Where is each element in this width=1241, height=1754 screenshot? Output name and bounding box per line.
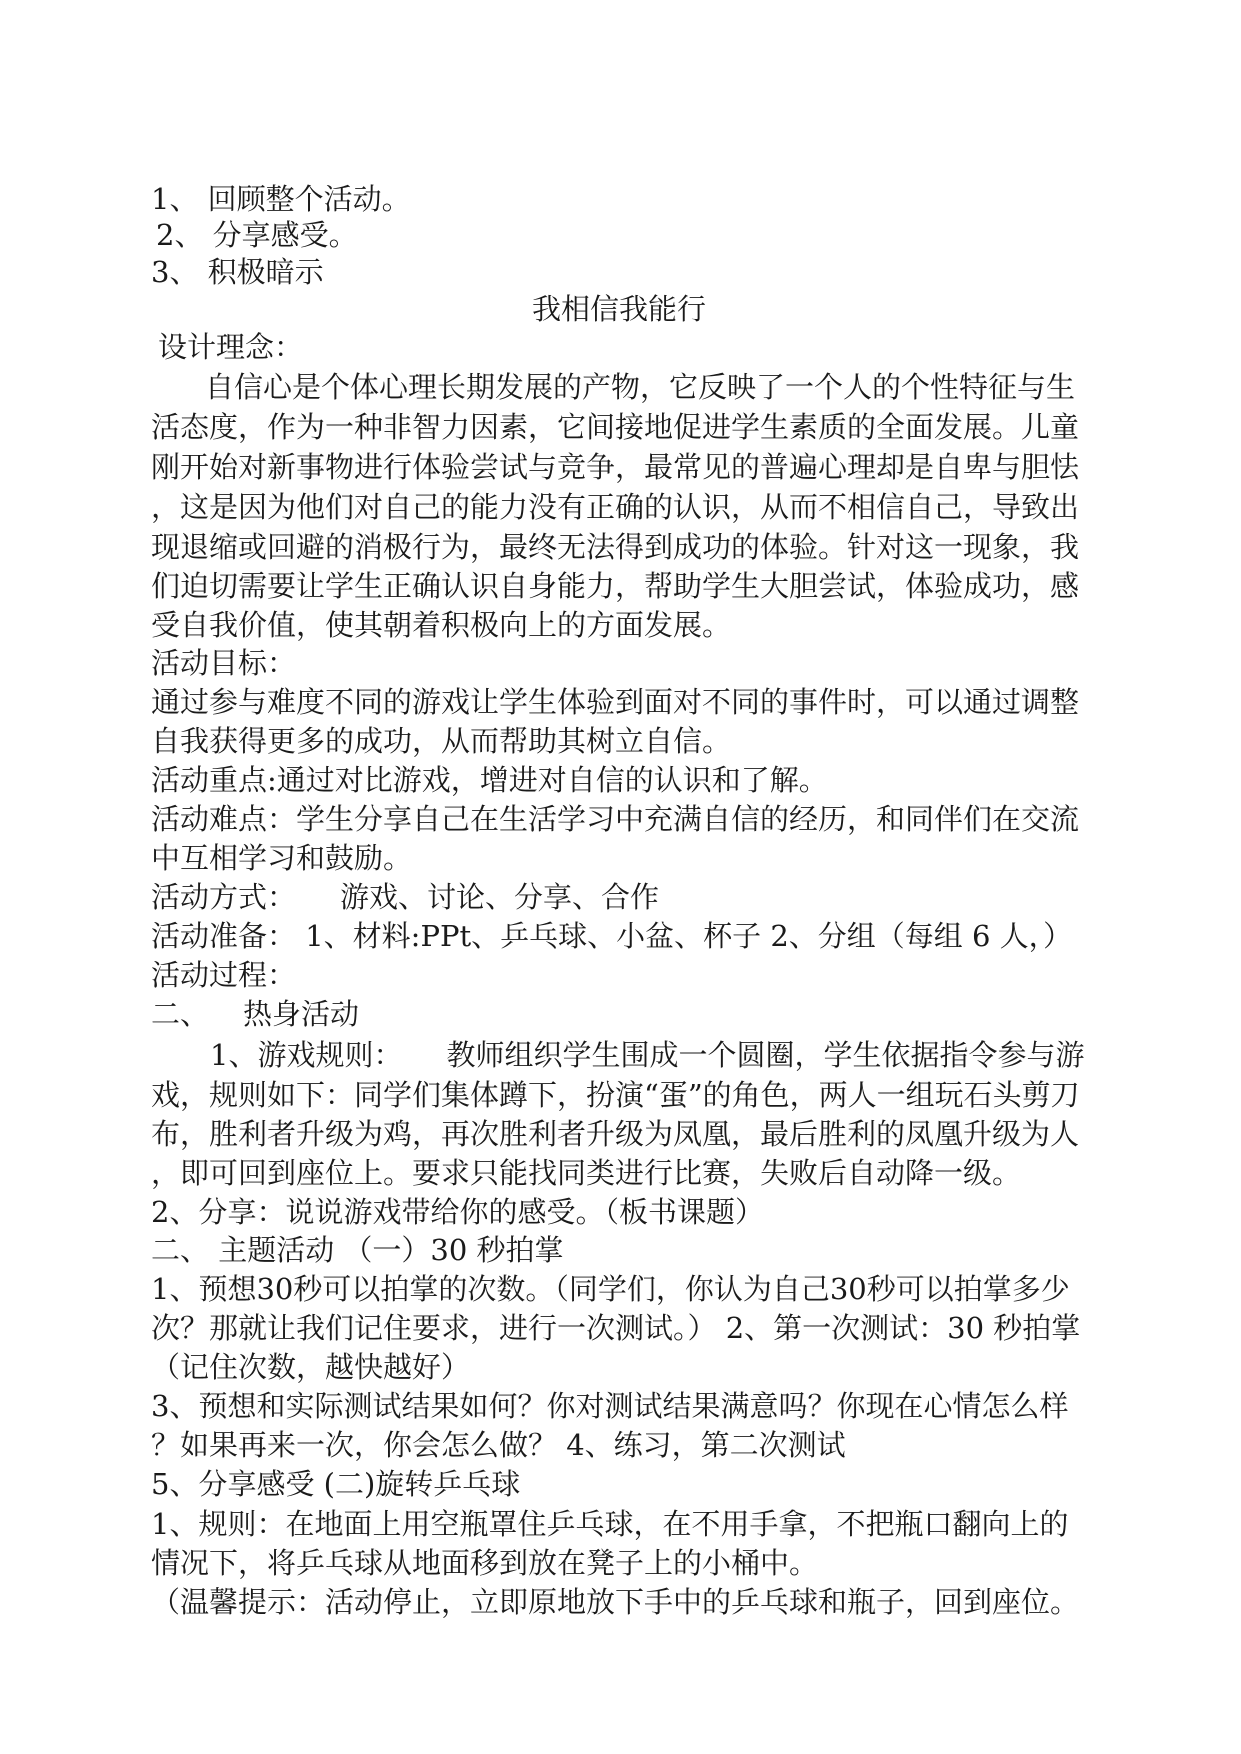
- design-concept-line: 刚开始对新事物进行体验尝试与竞争，最常见的普遍心理却是自卑与胆怯: [151, 450, 1080, 484]
- theme-line: 5、分享感受 (二)旋转乒乓球: [151, 1467, 521, 1501]
- intro-item-1: 1、 回顾整个活动。: [151, 182, 411, 216]
- method-value: 游戏、讨论、分享、合作: [340, 880, 660, 914]
- intro-item-2: 2、 分享感受。: [156, 218, 358, 252]
- warmup-rule-line: 戏，规则如下：同学们集体蹲下，扮演“蛋”的角色，两人一组玩石头剪刀: [151, 1078, 1080, 1112]
- theme-line: 情况下，将乒乓球从地面移到放在凳子上的小桶中。: [151, 1546, 819, 1580]
- preparation: 活动准备： 1、材料:PPt、乒乓球、小盆、杯子 2、分组（每组 6 人，）: [151, 919, 1073, 953]
- method-label: 活动方式：: [151, 880, 297, 914]
- warmup-rule-first-line: [210, 1036, 1084, 1074]
- design-concept-line: 们迫切需要让学生正确认识自身能力，帮助学生大胆尝试，体验成功，感: [151, 569, 1080, 603]
- warmup-rule-line: ，即可回到座位上。要求只能找同类进行比赛，失败后自动降一级。: [151, 1156, 1022, 1190]
- theme-line: 次？那就让我们记住要求，进行一次测试。） 2、第一次测试：30 秒拍掌: [151, 1311, 1081, 1345]
- process-heading: 活动过程：: [151, 958, 297, 992]
- design-concept-line: 受自我价值，使其朝着积极向上的方面发展。: [151, 608, 732, 642]
- design-concept-line: 现退缩或回避的消极行为，最终无法得到成功的体验。针对这一现象，我: [151, 530, 1080, 564]
- objectives-heading: 活动目标：: [151, 646, 297, 680]
- method-row: [151, 878, 659, 916]
- warmup-heading-number: 二、: [151, 997, 210, 1031]
- theme-heading: 二、 主题活动 （一）30 秒拍掌: [151, 1233, 564, 1267]
- intro-item-3: 3、 积极暗示: [151, 255, 324, 289]
- design-concept-line: 自信心是个体心理长期发展的产物，它反映了一个人的个性特征与生: [205, 370, 1076, 404]
- warmup-rule-label: 1、游戏规则：: [210, 1038, 403, 1072]
- design-concept-heading: 设计理念：: [158, 330, 304, 364]
- objectives-line: 自我获得更多的成功，从而帮助其树立自信。: [151, 724, 732, 758]
- warmup-share: 2、分享：说说游戏带给你的感受。（板书课题）: [151, 1195, 764, 1229]
- warmup-heading: [151, 995, 359, 1033]
- design-concept-line: ，这是因为他们对自己的能力没有正确的认识，从而不相信自己，导致出: [151, 490, 1080, 524]
- warmup-rule-text: 教师组织学生围成一个圆圈，学生依据指令参与游: [446, 1038, 1085, 1072]
- warmup-heading-text: 热身活动: [243, 997, 360, 1031]
- warmup-rule-line: 布，胜利者升级为鸡，再次胜利者升级为凤凰，最后胜利的凤凰升级为人: [151, 1117, 1080, 1151]
- difficulty-line: 活动难点：学生分享自己在生活学习中充满自信的经历，和同伴们在交流: [151, 802, 1080, 836]
- key-point: 活动重点:通过对比游戏，增进对自信的认识和了解。: [151, 763, 828, 797]
- theme-line: ？如果再来一次，你会怎么做？ 4、练习，第二次测试: [151, 1428, 846, 1462]
- theme-line: （记住次数，越快越好）: [151, 1350, 471, 1384]
- theme-line: 1、规则：在地面上用空瓶罩住乒乓球，在不用手拿，不把瓶口翻向上的: [151, 1507, 1069, 1541]
- theme-line: 3、预想和实际测试结果如何？你对测试结果满意吗？你现在心情怎么样: [151, 1389, 1069, 1423]
- objectives-line: 通过参与难度不同的游戏让学生体验到面对不同的事件时，可以通过调整: [151, 685, 1080, 719]
- design-concept-line: 活态度，作为一种非智力因素，它间接地促进学生素质的全面发展。儿童: [151, 410, 1080, 444]
- page-title: 我相信我能行: [532, 292, 707, 326]
- theme-line: （温馨提示：活动停止，立即原地放下手中的乒乓球和瓶子，回到座位。: [151, 1585, 1080, 1619]
- theme-line: 1、预想30秒可以拍掌的次数。（同学们，你认为自己30秒可以拍掌多少: [151, 1272, 1070, 1306]
- difficulty-line: 中互相学习和鼓励。: [151, 841, 413, 875]
